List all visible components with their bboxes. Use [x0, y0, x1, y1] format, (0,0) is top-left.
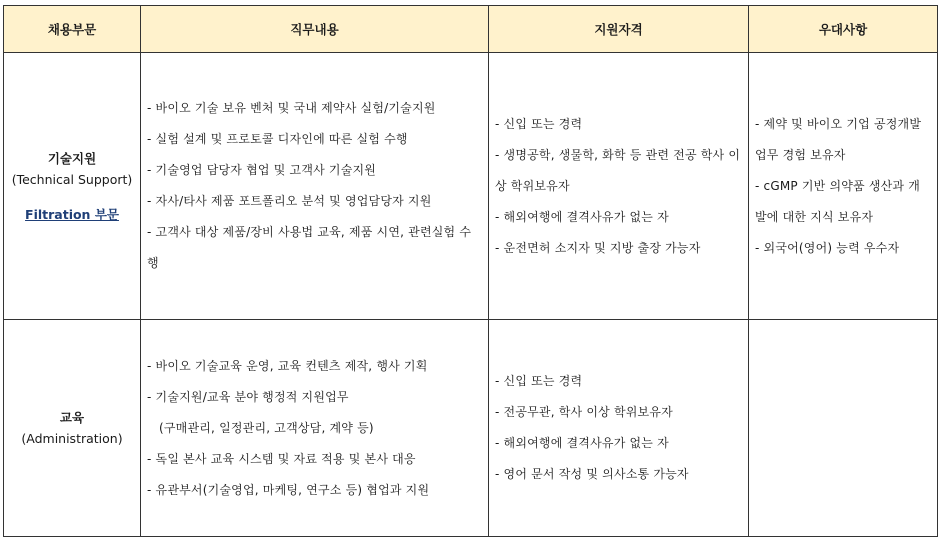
list-item: - 신입 또는 경력	[495, 116, 583, 131]
preferred-list	[749, 109, 937, 264]
qualifications-cell	[489, 53, 749, 320]
header-preferred: 우대사항	[749, 6, 938, 53]
list-item: (구매관리, 일정관리, 고객상담, 계약 등)	[159, 420, 374, 435]
list-item: - 생명공학, 생물학, 화학 등 관련 전공 학사 이상 학위보유자	[495, 147, 741, 193]
qualifications-list	[489, 366, 748, 490]
table-row	[4, 53, 938, 320]
preferred-cell-empty	[749, 320, 938, 537]
duties-cell	[141, 320, 489, 537]
dept-name-ko: 교육	[59, 410, 85, 425]
list-item: - 제약 및 바이오 기업 공정개발 업무 경험 보유자	[755, 116, 922, 162]
header-duties: 직무내용	[141, 6, 489, 53]
header-dept: 채용부문	[4, 6, 141, 53]
dept-name-en: (Administration)	[21, 431, 123, 446]
job-table	[3, 5, 938, 537]
list-item: - 독일 본사 교육 시스템 및 자료 적용 및 본사 대응	[147, 451, 416, 466]
list-item: - 해외여행에 결격사유가 없는 자	[495, 436, 669, 450]
list-item: - 바이오 기술교육 운영, 교육 컨텐츠 제작, 행사 기획	[147, 358, 428, 373]
list-item: - 유관부서(기술영업, 마케팅, 연구소 등) 협업과 지원	[147, 482, 430, 497]
filtration-link[interactable]: Filtration 부문	[25, 206, 119, 222]
table-row	[4, 320, 938, 537]
preferred-cell	[749, 53, 938, 320]
list-item: - 실험 설계 및 프로토콜 디자인에 따른 실험 수행	[147, 132, 408, 146]
dept-name-en: (Technical Support)	[11, 171, 133, 187]
list-item: - 자사/타사 제품 포트폴리오 분석 및 영업담당자 지원	[147, 194, 432, 208]
list-item: - 고객사 대상 제품/장비 사용법 교육, 제품 시연, 관련실험 수행	[147, 225, 472, 270]
list-item: - 영어 문서 작성 및 의사소통 가능자	[495, 467, 689, 481]
list-item: - 신입 또는 경력	[495, 374, 583, 388]
list-item: - cGMP 기반 의약품 생산과 개발에 대한 지식 보유자	[755, 178, 921, 224]
header-qualifications: 지원자격	[489, 6, 749, 53]
dept-cell	[4, 320, 141, 537]
list-item: - 외국어(영어) 능력 우수자	[755, 240, 900, 255]
list-item: - 운전면허 소지자 및 지방 출장 가능자	[495, 240, 701, 255]
qualifications-cell	[489, 320, 749, 537]
duties-cell	[141, 53, 489, 320]
list-item: - 전공무관, 학사 이상 학위보유자	[495, 405, 673, 419]
list-item: - 바이오 기술 보유 벤처 및 국내 제약사 실험/기술지원	[147, 101, 436, 115]
duties-list	[141, 351, 488, 506]
table-header-row	[4, 6, 938, 53]
qualifications-list	[489, 109, 748, 264]
list-item: - 기술지원/교육 분야 행정적 지원업무	[147, 389, 349, 404]
list-item: - 기술영업 담당자 협업 및 고객사 기술지원	[147, 163, 377, 177]
dept-name-ko: 기술지원	[47, 150, 97, 166]
duties-list	[141, 93, 488, 279]
list-item: - 해외여행에 결격사유가 없는 자	[495, 209, 669, 224]
dept-cell	[4, 53, 141, 320]
